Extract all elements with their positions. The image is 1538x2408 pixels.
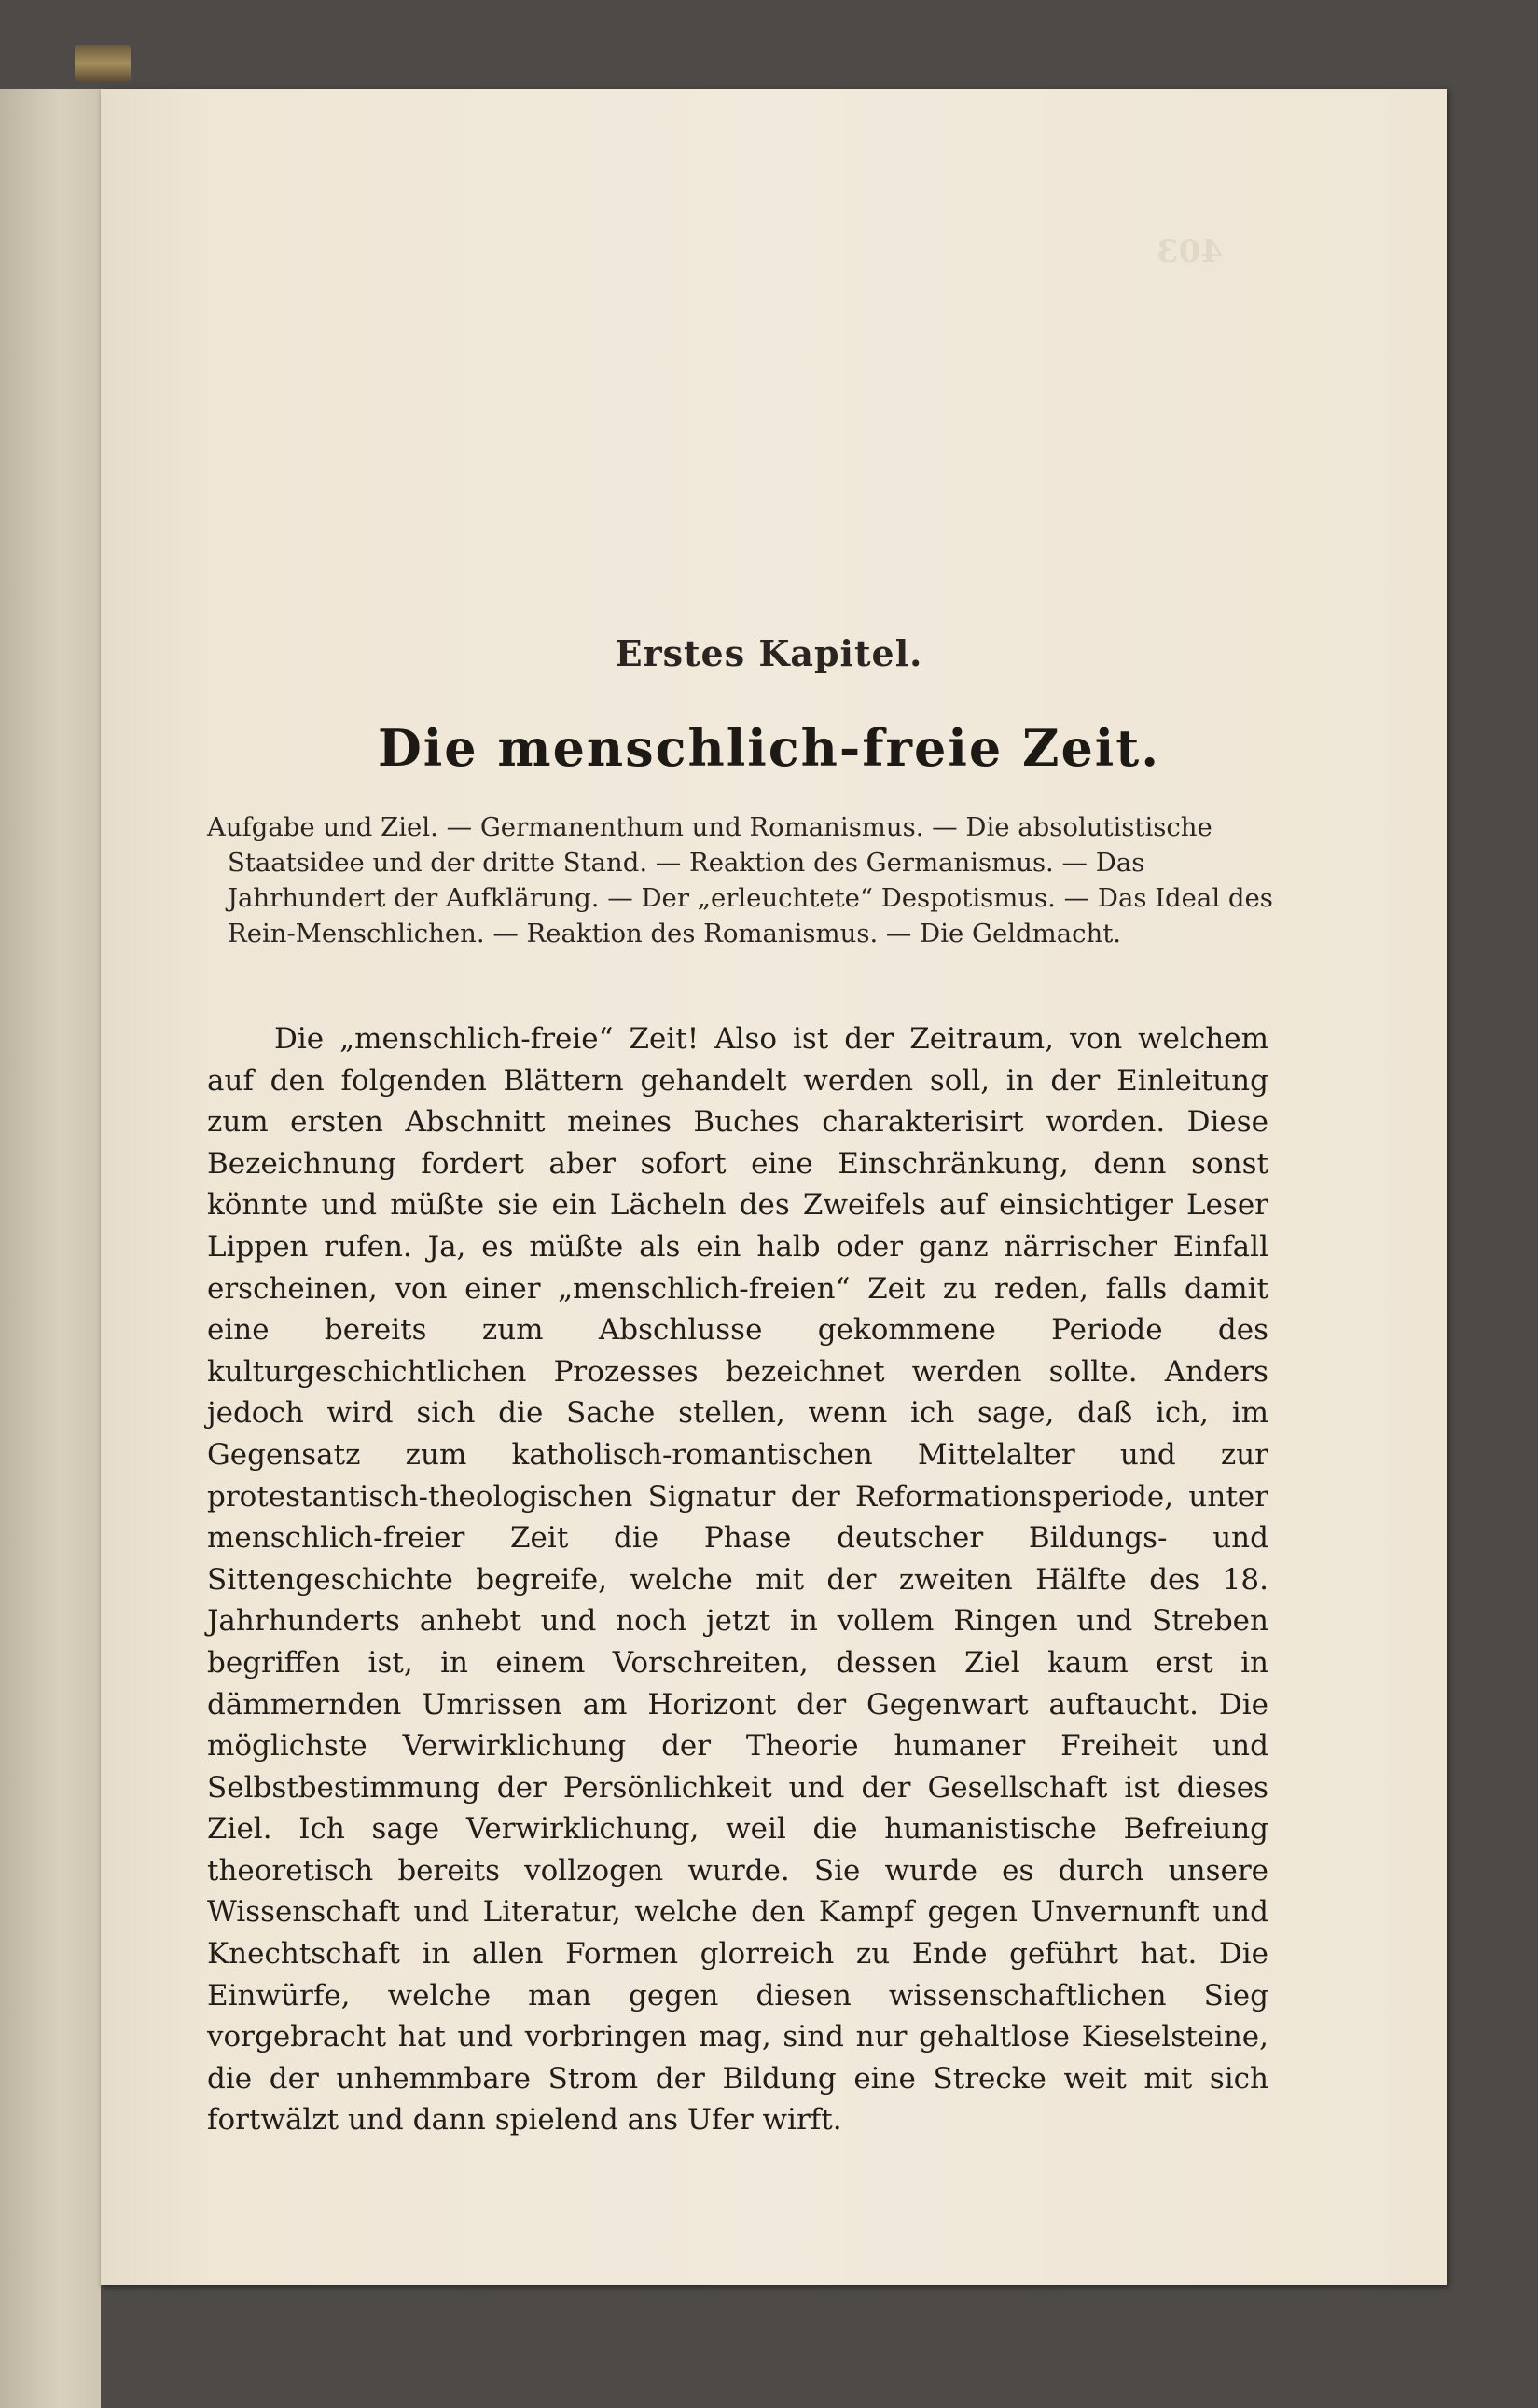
previous-page-edge <box>0 89 101 2408</box>
chapter-summary: Aufgabe und Ziel. — Germanenthum und Romanismus. — Die absolutistische Staatsidee und der dritte Stand. — Reaktion des Germanismus. — Das Jahrhundert der Aufklärung. — Der „erleuchtete“ Despotismus. — Das Ideal des Rein-Menschlichen. — Reaktion des Romanismus. — Die Geldmacht. <box>207 812 1273 948</box>
book-spine-clip <box>75 45 131 82</box>
bleed-through-page-number: 403 <box>1157 233 1223 270</box>
chapter-label: Erstes Kapitel. <box>615 632 923 674</box>
chapter-title: Die menschlich-freie Zeit. <box>377 718 1161 778</box>
body-paragraph: Die „menschlich-freie“ Zeit! Also ist der Zeitraum, von welchem auf den folgenden Blättern gehandelt werden soll, in der Einleitung zum ersten Abschnitt meines Buches charakterisirt worden. Diese Bezeichnung fordert aber sofort eine Einschränkung, denn sonst könnte und müßte sie ein Lächeln des Zweifels auf einsichtiger Leser Lippen rufen. Ja, es müßte als ein halb oder ganz närrischer Einfall erscheinen, von einer „menschlich-freien“ Zeit zu reden, falls damit eine bereits zum Abschlusse gekommene Periode des kulturgeschichtlichen Prozesses bezeichnet werden sollte. Anders jedoch wird sich die Sache stellen, wenn ich sage, daß ich, im Gegensatz zum katholisch-romantischen Mittelalter und zur protestantisch-theologischen Signatur der Reformationsperiode, unter menschlich-freier Zeit die Phase deutscher Bildungs- und Sittengeschichte begreife, welche mit der zweiten Hälfte des 18. Jahrhunderts anhebt und noch jetzt in vollem Ringen und Streben begriffen ist, in einem Vorschreiten, dessen Ziel kaum erst in dämmernden Umrissen am Horizont der Gegenwart auftaucht. Die möglichste Verwirklichung der Theorie humaner Freiheit und Selbstbestimmung der Persönlichkeit und der Gesellschaft ist dieses Ziel. Ich sage Verwirklichung, weil die humanistische Befreiung theoretisch bereits vollzogen wurde. Sie wurde es durch unsere Wissenschaft und Literatur, welche den Kampf gegen Unvernunft und Knechtschaft in allen Formen glorreich zu Ende geführt hat. Die Einwürfe, welche man gegen diesen wissenschaftlichen Sieg vorgebracht hat und vorbringen mag, sind nur gehaltlose Kieselsteine, die der unhemmbare Strom der Bildung eine Strecke weit mit sich fortwälzt und dann spielend ans Ufer wirft. <box>207 1022 1268 2138</box>
